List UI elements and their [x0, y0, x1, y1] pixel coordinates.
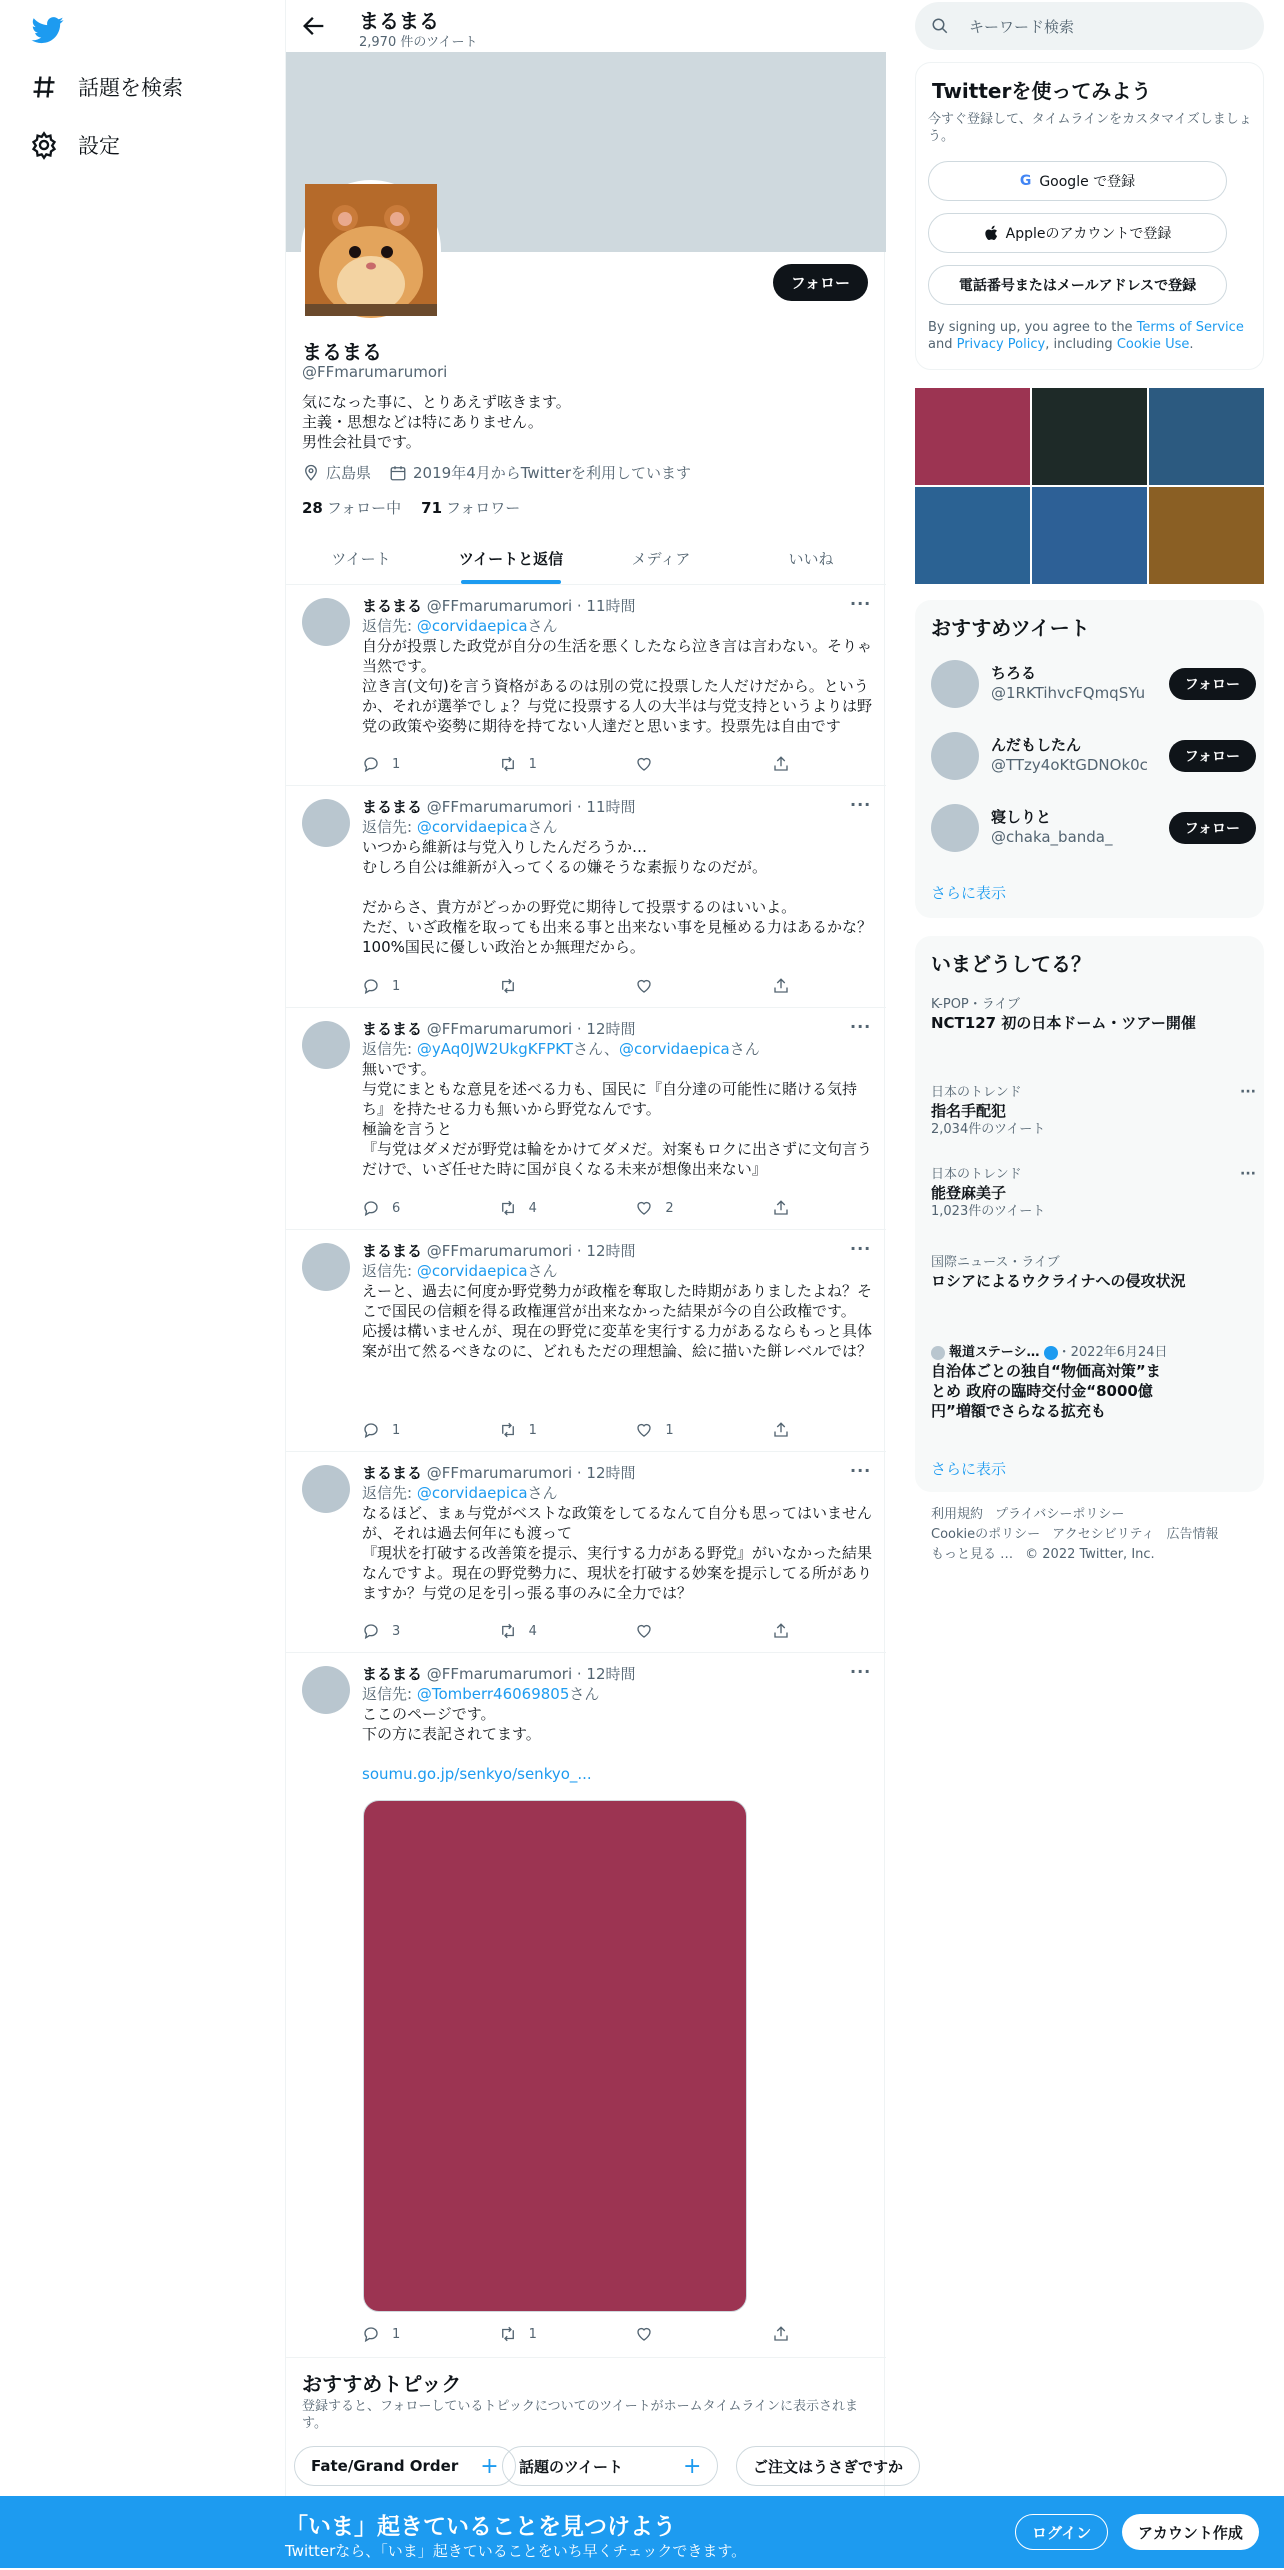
topic-chip[interactable]: 話題のツイート +	[502, 2446, 718, 2486]
retweet-button[interactable]: 1	[499, 754, 599, 774]
retweet-button[interactable]: 1	[499, 1420, 599, 1440]
google-icon: G	[1019, 173, 1032, 189]
bottom-signup-bar	[0, 2496, 1284, 2568]
profile-bio: 気になった事に、とりあえず呟きます。 主義・思想などは特にありません。 男性会社員です。	[302, 393, 571, 451]
tweet-actions	[362, 1420, 792, 1440]
footer-link[interactable]: もっと見る …	[931, 1547, 1014, 1562]
search-input[interactable]	[915, 2, 1264, 50]
reply-button[interactable]: 1	[362, 1420, 462, 1440]
reply-to: 返信先: @corvidaepicaさん	[362, 1262, 558, 1280]
retweet-icon	[499, 1421, 517, 1439]
trend-count: 1,023件のツイート	[931, 1204, 1046, 1219]
reply-button[interactable]: 1	[362, 2324, 462, 2344]
follow-button[interactable]: フォロー	[1169, 668, 1256, 700]
trend-category: 日本のトレンド	[931, 1167, 1022, 1182]
reply-icon	[362, 755, 380, 773]
tweet-text: なるほど、まぁ与党がベストな政策をしてるなんて自分も思ってはいませんが、それは過去何年にも渡って 『現状を打破する改善策を提示、実行する力がある野党』がいなかった結果なんですよ。現在の野党勢力に、現状を打破する妙案を提示してる所がありますか？与党の足を引っ張る事のみに全力では？	[362, 1504, 873, 1602]
left-navigation	[0, 0, 285, 2568]
tweet-handle-time: @FFmarumarumori · 11時間	[426, 798, 636, 816]
share-button[interactable]	[772, 2324, 792, 2344]
tweet-author-name[interactable]: まるまる	[362, 1020, 423, 1038]
tweet[interactable]	[286, 1009, 886, 1230]
heart-icon	[635, 1622, 653, 1640]
apple-signup-button[interactable]: Appleのアカウントで登録	[928, 213, 1227, 253]
media-thumbnail[interactable]	[915, 388, 1030, 485]
footer-link[interactable]: アクセシビリティ	[1052, 1527, 1155, 1542]
tweet-text: ここのページです。 下の方に表記されてます。	[362, 1705, 541, 1743]
tweet[interactable]	[286, 1654, 886, 2358]
tweet-author-name[interactable]: まるまる	[362, 1464, 423, 1482]
like-button[interactable]: 2	[635, 1198, 735, 1218]
tweet-handle-time: @FFmarumarumori · 11時間	[426, 597, 636, 615]
profile-location: 広島県	[326, 464, 372, 482]
follow-button[interactable]: フォロー	[1169, 740, 1256, 772]
tweet-actions	[362, 1621, 792, 1641]
share-icon	[772, 977, 790, 995]
nav-explore[interactable]	[30, 59, 183, 115]
profile-tabs	[286, 532, 886, 585]
trend-count: 2,034件のツイート	[931, 1122, 1046, 1137]
tab-likes[interactable]: いいね	[788, 549, 834, 568]
profile-name: まるまる	[302, 340, 382, 364]
profile-handle: @FFmarumarumori	[302, 363, 448, 381]
follow-button[interactable]: フォロー	[1169, 812, 1256, 844]
media-thumbnail[interactable]	[1032, 388, 1147, 485]
like-button[interactable]	[635, 976, 735, 996]
tweet-actions	[362, 976, 792, 996]
tweet-actions	[362, 2324, 792, 2344]
media-grid	[915, 388, 1264, 584]
news-title: 自治体ごとの独自“物価高対策”まとめ 政府の臨時交付金“8000億円”増額でさらなる拡充も	[931, 1362, 1161, 1420]
trend-title: NCT127 初の日本ドーム・ツアー開催	[931, 1014, 1196, 1032]
plus-icon: +	[480, 2453, 499, 2479]
tweet-handle-time: @FFmarumarumori · 12時間	[426, 1020, 636, 1038]
reply-icon	[362, 1199, 380, 1217]
verified-badge-icon	[1044, 1346, 1058, 1360]
twitter-logo-icon[interactable]	[32, 14, 64, 46]
share-button[interactable]	[772, 976, 792, 996]
retweet-icon	[499, 977, 517, 995]
avatar[interactable]	[931, 660, 979, 708]
reply-to: 返信先: @yAq0JW2UkgKFPKTさん、@corvidaepicaさん	[362, 1040, 760, 1058]
header-name: まるまる	[359, 9, 439, 33]
recommended-title: おすすめツイート	[931, 616, 1090, 640]
google-signup-button[interactable]: G Google で登録	[928, 161, 1227, 201]
signup-subtitle: 今すぐ登録して、タイムラインをカスタマイズしましょう。	[928, 112, 1252, 144]
tweet[interactable]	[286, 586, 886, 786]
news-source: 報道ステーシ… ・2022年6月24日	[931, 1344, 1256, 1361]
tweet-author-name[interactable]: まるまる	[362, 798, 423, 816]
topic-chip[interactable]: ご注文はうさぎですか	[736, 2446, 920, 2486]
trend-item[interactable]	[931, 1084, 1256, 1138]
profile-avatar[interactable]	[301, 180, 441, 320]
footer-link[interactable]: 利用規約	[931, 1507, 984, 1522]
like-button[interactable]	[635, 2324, 735, 2344]
reply-to-link[interactable]: @Tomberr46069805	[416, 1685, 570, 1703]
trend-item[interactable]	[931, 1166, 1256, 1220]
trend-title: 能登麻美子	[931, 1184, 1007, 1202]
trends-title: いまどうしてる？	[931, 952, 1091, 976]
copyright: © 2022 Twitter, Inc.	[1025, 1547, 1155, 1562]
more-options-icon[interactable]: ···	[850, 795, 872, 814]
heart-icon	[635, 755, 653, 773]
more-options-icon[interactable]: ···	[1240, 1084, 1256, 1100]
phone-email-signup-button[interactable]: 電話番号またはメールアドレスで登録	[928, 265, 1227, 305]
recommended-user[interactable]	[931, 726, 1256, 786]
cookie-link[interactable]: Cookie Use	[1116, 337, 1190, 352]
signup-terms: By signing up, you agree to the Terms of Service and Privacy Policy, including Cookie Use.	[928, 320, 1244, 352]
reply-to-link[interactable]: @corvidaepica	[416, 617, 528, 635]
more-options-icon[interactable]: ···	[850, 1239, 872, 1258]
trend-category: 国際ニュース・ライブ	[931, 1255, 1060, 1270]
reply-to-link[interactable]: @corvidaepica	[416, 1262, 528, 1280]
user-handle: @chaka_banda_	[991, 828, 1113, 846]
nav-settings-label: 設定	[78, 134, 120, 158]
tweet-link[interactable]: soumu.go.jp/senkyo/senkyo_...	[362, 1765, 592, 1783]
tweet-handle-time: @FFmarumarumori · 12時間	[426, 1464, 636, 1482]
user-name: んだもしたん	[991, 736, 1082, 754]
tweet-handle-time: @FFmarumarumori · 12時間	[426, 1242, 636, 1260]
create-account-button[interactable]: アカウント作成	[1122, 2514, 1259, 2550]
tweet-text: 自分が投票した政党が自分の生活を悪くしたなら泣き言は言わない。そりゃ当然です。 泣き言(文句)を言う資格があるのは別の党に投票した人だけだから。というか、それが選挙でしょ？与党に投票する人の大半は与党支持というよりは野党の政策や姿勢に期待を持てない人達だと思います。投票先は自由です	[362, 637, 873, 735]
hamster-avatar-image	[305, 184, 437, 316]
footer-link[interactable]: プライバシーポリシー	[995, 1507, 1125, 1522]
share-icon	[772, 2325, 790, 2343]
retweet-button[interactable]: 1	[499, 2324, 599, 2344]
trend-category: 日本のトレンド	[931, 1085, 1022, 1100]
followers-link[interactable]: 71 フォロワー	[421, 499, 521, 517]
recommended-user[interactable]	[931, 798, 1256, 858]
media-thumbnail[interactable]	[1149, 487, 1264, 584]
search-placeholder: キーワード検索	[969, 17, 1075, 36]
tweet[interactable]	[286, 1231, 886, 1452]
more-options-icon[interactable]: ···	[850, 1461, 872, 1480]
avatar[interactable]	[931, 732, 979, 780]
login-button[interactable]: ログイン	[1015, 2514, 1108, 2550]
tweet-text: いつから維新は与党入りしたんだろうか… むしろ自公は維新が入ってくるの嫌そうな素振りなのだが。 だからさ、貴方がどっかの野党に期待して投票するのはいいよ。 ただ、いざ政権を取っても出来る事と出来ない事を見極める力はあるかな？100%国民に優しい政治とか無理だから。	[362, 838, 873, 956]
tweet-handle-time: @FFmarumarumori · 12時間	[426, 1665, 636, 1683]
reply-to-link[interactable]: @yAq0JW2UkgKFPKT	[416, 1040, 574, 1058]
share-button[interactable]	[772, 1621, 792, 1641]
heart-icon	[635, 2325, 653, 2343]
heart-icon	[635, 977, 653, 995]
terms-link[interactable]: Terms of Service	[1136, 320, 1244, 335]
heart-icon	[635, 1199, 653, 1217]
trend-category: K-POP・ライブ	[931, 997, 1020, 1012]
profile-joined: 2019年4月からTwitterを利用しています	[413, 464, 692, 482]
reply-to: 返信先: @corvidaepicaさん	[362, 617, 558, 635]
user-name: 寝しりと	[991, 808, 1052, 826]
more-options-icon[interactable]: ···	[1240, 1166, 1256, 1182]
footer-link[interactable]: 広告情報	[1166, 1527, 1219, 1542]
tweet-actions	[362, 754, 792, 774]
retweet-icon	[499, 1199, 517, 1217]
retweet-icon	[499, 755, 517, 773]
tab-tweets[interactable]: ツイート	[331, 549, 391, 568]
more-options-icon[interactable]: ···	[850, 1017, 872, 1036]
tweet-avatar[interactable]	[302, 799, 350, 847]
reply-to: 返信先: @Tomberr46069805さん	[362, 1685, 600, 1703]
news-item[interactable]	[931, 1344, 1256, 1421]
user-handle: @TTzy4oKtGDNOk0c	[991, 756, 1148, 774]
retweet-icon	[499, 2325, 517, 2343]
share-icon	[772, 1199, 790, 1217]
tweet-media-image[interactable]	[363, 1800, 747, 2312]
share-icon	[772, 755, 790, 773]
gear-icon	[30, 131, 58, 159]
nav-settings[interactable]	[30, 117, 120, 173]
trend-item[interactable]	[931, 1254, 1256, 1291]
retweet-icon	[499, 1622, 517, 1640]
tweet-author-name[interactable]: まるまる	[362, 1665, 423, 1683]
retweet-button[interactable]	[499, 976, 599, 996]
apple-icon	[984, 225, 1000, 241]
reply-icon	[362, 977, 380, 995]
trend-title: ロシアによるウクライナへの侵攻状況	[931, 1272, 1186, 1290]
footer-links	[931, 1505, 1256, 1565]
profile-meta	[302, 462, 691, 483]
reply-to-link[interactable]: @corvidaepica	[619, 1040, 730, 1058]
topics-description: 登録すると、フォローしているトピックについてのツイートがホームタイムラインに表示されます。	[302, 2399, 859, 2431]
tweet-avatar[interactable]	[302, 1666, 350, 1714]
follow-button[interactable]: フォロー	[773, 264, 868, 301]
bottom-title: 「いま」起きていることを見つけよう	[285, 2514, 676, 2540]
heart-icon	[635, 1421, 653, 1439]
tweet-avatar[interactable]	[302, 598, 350, 646]
show-more-link[interactable]: さらに表示	[931, 884, 1007, 902]
profile-header-bar	[286, 0, 886, 52]
reply-to: 返信先: @corvidaepicaさん	[362, 818, 558, 836]
recommended-tweets	[915, 600, 1264, 918]
trends-card	[915, 936, 1264, 1492]
share-icon	[772, 1622, 790, 1640]
topic-chip[interactable]: Fate/Grand Order +	[294, 2446, 516, 2486]
footer-link[interactable]: Cookieのポリシー	[931, 1527, 1041, 1542]
tweet-avatar[interactable]	[302, 1021, 350, 1069]
tweet-author-name[interactable]: まるまる	[362, 597, 423, 615]
tab-media[interactable]: メディア	[631, 549, 691, 568]
user-handle: @1RKTihvcFQmqSYu	[991, 684, 1146, 702]
trend-title: 指名手配犯	[931, 1102, 1007, 1120]
tweet-avatar[interactable]	[302, 1243, 350, 1291]
plus-icon: +	[682, 2453, 702, 2479]
main-column	[285, 0, 904, 2568]
tweet-author-name[interactable]: まるまる	[362, 1242, 423, 1260]
media-thumbnail[interactable]	[1149, 388, 1264, 485]
bottom-subtitle: Twitterなら、「いま」起きていることをいち早くチェックできます。	[285, 2542, 747, 2560]
share-icon	[772, 1421, 790, 1439]
tab-tweets-and-replies[interactable]: ツイートと返信	[436, 532, 586, 584]
privacy-link[interactable]: Privacy Policy	[956, 337, 1046, 352]
following-link[interactable]: 28 フォロー中	[302, 499, 402, 517]
nav-explore-label: 話題を検索	[78, 76, 183, 100]
retweet-button[interactable]: 4	[499, 1198, 599, 1218]
reply-to: 返信先: @corvidaepicaさん	[362, 1484, 558, 1502]
show-more-link[interactable]: さらに表示	[931, 1460, 1007, 1478]
tweet-avatar[interactable]	[302, 1465, 350, 1513]
tweet[interactable]	[286, 1453, 886, 1653]
user-name: ちろる	[991, 664, 1037, 682]
tweet-text: 無いです。 与党にまともな意見を述べる力も、国民に『自分達の可能性に賭ける気持ち』を持たせる力も無いから野党なんです。 極論を言うと 『与党はダメだが野党は輪をかけてダメだ。対案もロクに出さずに文句言うだけで、いざ任せた時に国が良くなる未来が想像出来ない』	[362, 1060, 873, 1178]
reply-button[interactable]: 1	[362, 754, 462, 774]
reply-icon	[362, 2325, 380, 2343]
tweet[interactable]	[286, 787, 886, 1008]
share-button[interactable]	[772, 1198, 792, 1218]
like-button[interactable]	[635, 754, 735, 774]
like-button[interactable]: 1	[635, 1420, 735, 1440]
share-button[interactable]	[772, 754, 792, 774]
reply-button[interactable]: 3	[362, 1621, 462, 1641]
profile-stats	[302, 497, 520, 518]
recommended-user[interactable]	[931, 654, 1256, 714]
back-arrow-icon[interactable]	[300, 12, 328, 40]
reply-to-link[interactable]: @corvidaepica	[416, 818, 528, 836]
retweet-button[interactable]: 4	[499, 1621, 599, 1641]
hashtag-icon	[30, 73, 58, 101]
topics-title: おすすめトピック	[302, 2372, 462, 2396]
tweet-text: えーと、過去に何度か野党勢力が政権を奪取した時期がありましたよね？そこで国民の信頼を得る政権運営が出来なかった結果が今の自公政権です。 応援は構いませんが、現在の野党に変革を実行する力があるならもっと具体案が出て然るべきなのに、どれもただの理想論、絵に描いた餅レベルでは？	[362, 1282, 873, 1360]
tweet-actions	[362, 1198, 792, 1218]
signup-card	[915, 62, 1264, 370]
search-icon	[931, 17, 949, 35]
header-tweet-count: 2,970 件のツイート	[359, 35, 478, 50]
reply-button[interactable]: 6	[362, 1198, 462, 1218]
reply-button[interactable]: 1	[362, 976, 462, 996]
share-button[interactable]	[772, 1420, 792, 1440]
calendar-icon	[389, 464, 407, 482]
like-button[interactable]	[635, 1621, 735, 1641]
media-thumbnail[interactable]	[1032, 487, 1147, 584]
more-options-icon[interactable]: ···	[850, 1662, 872, 1681]
more-options-icon[interactable]: ···	[850, 594, 872, 613]
avatar[interactable]	[931, 804, 979, 852]
news-source-avatar	[931, 1346, 945, 1360]
reply-icon	[362, 1421, 380, 1439]
media-thumbnail[interactable]	[915, 487, 1030, 584]
reply-to-link[interactable]: @corvidaepica	[416, 1484, 528, 1502]
location-pin-icon	[302, 464, 320, 482]
trend-item[interactable]	[931, 996, 1256, 1033]
reply-icon	[362, 1622, 380, 1640]
signup-title: Twitterを使ってみよう	[932, 79, 1152, 103]
